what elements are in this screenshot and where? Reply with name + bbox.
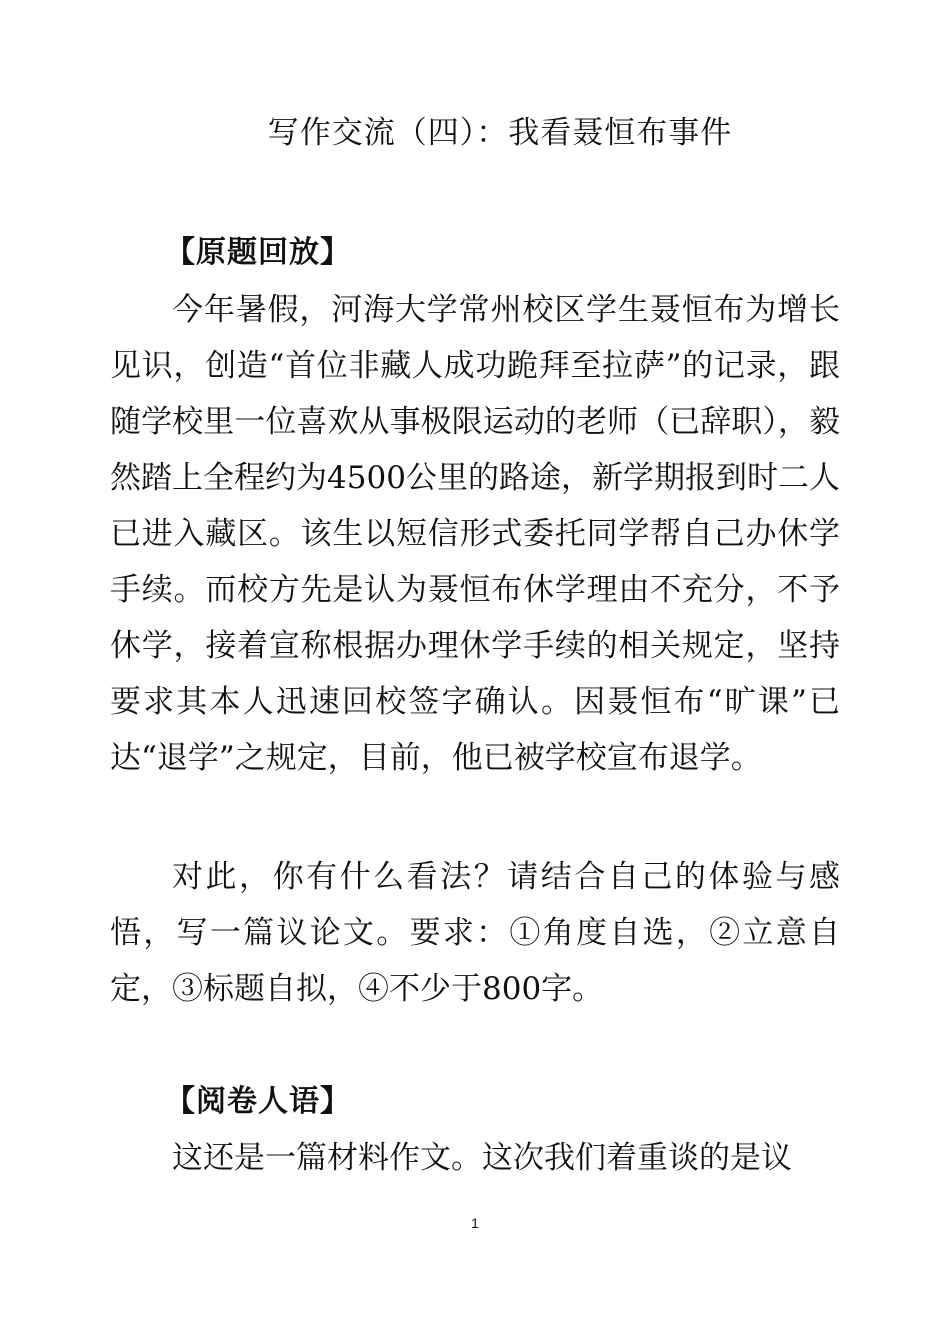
grader-comment-paragraph: 这还是一篇材料作文。这次我们着重谈的是议 [172,1140,792,1176]
requirements-paragraph: 对此，你有什么看法？请结合自己的体验与感悟，写一篇议论文。要求：①角度自选，②立意自定，③标题自拟，④不少于800字。 [110,859,840,1007]
section-heading-original-question: 【原题回放】 [165,235,351,270]
page-number: 1 [471,1215,479,1231]
document-title: 写作交流（四）：我看聂恒布事件 [267,115,733,151]
question-paragraph: 今年暑假，河海大学常州校区学生聂恒布为增长见识，创造“首位非藏人成功跪拜至拉萨”的记录，跟随学校里一位喜欢从事极限运动的老师（已辞职），毅然踏上全程约为4500公里的路途，新学期报到时二人已进入藏区。该生以短信形式委托同学帮自己办休学手续。而校方先是认为聂恒布休学理由不充分，不予休学，接着宣称根据办理休学手续的相关规定，坚持要求其本人迅速回校签字确认。因聂恒布“旷课”已达“退学”之规定，目前，他已被学校宣布退学。 [110,292,840,776]
section-heading-grader-comments: 【阅卷人语】 [165,1084,351,1119]
